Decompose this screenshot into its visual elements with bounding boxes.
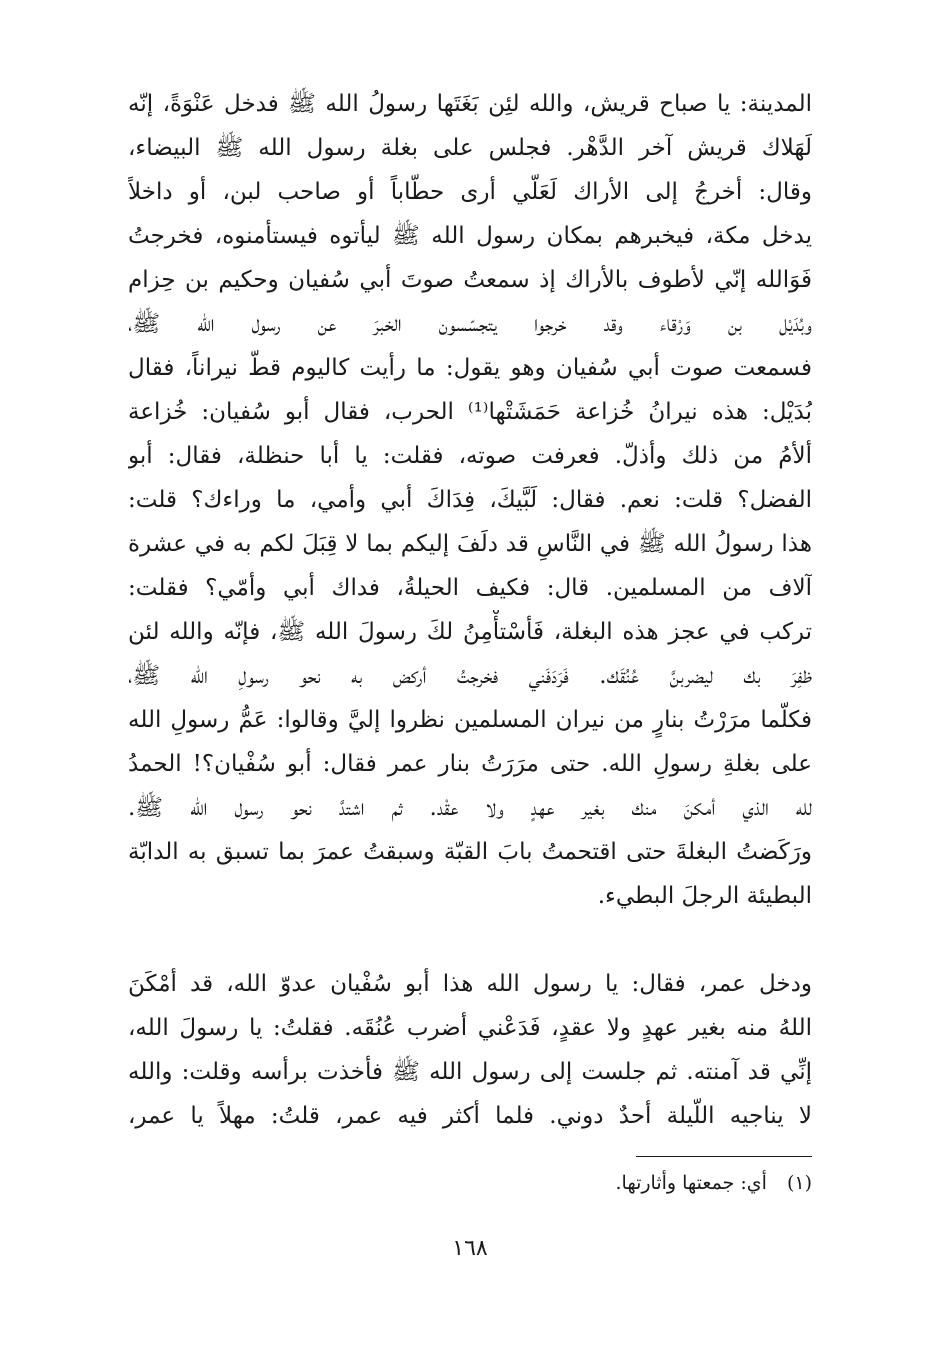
text-line: ورَكَضتُ البغلةَ حتى اقتحمتُ بابَ القبّة وسبقتُ عمرَ بما تسبق به الدابّة bbox=[128, 839, 812, 865]
text-line: وقال: أخرجُ إلى الأراك لَعَلّي أرى حطّاباً أو صاحب لبن، أو داخلاً bbox=[128, 179, 812, 205]
text-line: لَهَلاك قريش آخر الدَّهْر. فجلس على بغلة رسول الله ﷺ البيضاء، bbox=[128, 135, 812, 161]
body-paragraph-2 bbox=[128, 962, 812, 1138]
page-number: ١٦٨ bbox=[452, 1236, 488, 1261]
text-line: يدخل مكة، فيخبرهم بمكان رسول الله ﷺ ليأتوه فيستأمنوه، فخرجتُ bbox=[128, 223, 812, 249]
text-line: آلاف من المسلمين. قال: فكيف الحيلةُ، فداك أبي وأمّي؟ فقلت: bbox=[128, 575, 812, 601]
text-line: على بغلةِ رسولِ الله. حتى مرَرَتُ بنار عمر فقال: أبو سُفْيان؟! الحمدُ bbox=[128, 751, 812, 777]
text-line: ودخل عمر، فقال: يا رسول الله هذا أبو سُفْيان عدوّ الله، قد أمْكَنَ bbox=[128, 971, 812, 997]
text-line: تركب في عجز هذه البغلة، فَأسْتأْمِنُ لكَ رسولَ الله ﷺ، فإنّه والله لئن bbox=[128, 619, 812, 645]
body-paragraph-1 bbox=[128, 82, 812, 918]
text-line: بُدَيْل: هذه نيرانُ خُزاعة حَمَشَتْها⁽¹⁾ الحرب، فقال أبو سُفيان: خُزاعة bbox=[128, 399, 812, 425]
text-line: المدينة: يا صباح قريش، والله لئِن بَغَتَها رسولُ الله ﷺ فدخل عَنْوَةً، إنّه bbox=[128, 91, 812, 117]
footnote-number: (١) bbox=[786, 1172, 812, 1194]
text-line: ألأمُ من ذلك وأذلّ. فعرفت صوته، فقلت: يا أبا حنظلة، فقال: أبو bbox=[128, 443, 812, 469]
text-line: هذا رسولُ الله ﷺ في النَّاسِ قد دلَفَ إليكم بما لا قِبَلَ لكم به في عشرة bbox=[128, 531, 812, 557]
text-line: الفضل؟ قلت: نعم. فقال: لَبَّيكَ، فِدَاكَ أبي وأمي، ما وراءك؟ قلت: bbox=[128, 487, 812, 513]
footnote-divider bbox=[636, 1156, 812, 1157]
footnote bbox=[128, 1168, 812, 1198]
footnote-text: أي: جمعتها وأثارتها. bbox=[615, 1172, 767, 1194]
text-line: فَوَالله إنّي لأطوف بالأراك إذ سمعتُ صوتَ أبي سُفيان وحكيم بن حِزام bbox=[128, 267, 812, 293]
text-line: البطيئة الرجلَ البطيء. bbox=[597, 883, 812, 909]
text-line: اللهُ منه بغير عهدٍ ولا عقدٍ، فَدَعْني أضرب عُنُقَه. فقلتُ: يا رسولَ الله، bbox=[128, 1015, 812, 1041]
text-line: فكلّما مرَرْتُ بنارٍ من نيران المسلمين نظروا إليَّ وقالوا: عَمُّ رسولِ الله bbox=[128, 707, 812, 733]
text-line: إنِّي قد آمنته. ثم جلست إلى رسول الله ﷺ فأخذت برأسه وقلت: والله bbox=[128, 1059, 812, 1085]
text-line: لله الذي أمكنَ منك بغير عهدٍ ولا عقْد. ثم اشتدَّ نحو رسول الله ﷺ. bbox=[128, 795, 812, 821]
text-line: ظفِرَ بك ليضربنَّ عُنُقَك. فَرَدَفَني فخرجتُ أركض به نحو رسولِ الله ﷺ، bbox=[128, 663, 812, 689]
text-line: فسمعت صوت أبي سُفيان وهو يقول: ما رأيت كاليوم قطّ نيراناً، فقال bbox=[128, 355, 812, 381]
text-line: وبُدَيْل بن وَرْقاء وقد خرجوا يتجسّسون الخبرَ عن رسول الله ﷺ، bbox=[128, 311, 812, 337]
text-line: لا يناجيه اللّيلة أحدٌ دوني. فلما أكثر فيه عمر، قلتُ: مهلاً يا عمر، bbox=[128, 1103, 812, 1129]
